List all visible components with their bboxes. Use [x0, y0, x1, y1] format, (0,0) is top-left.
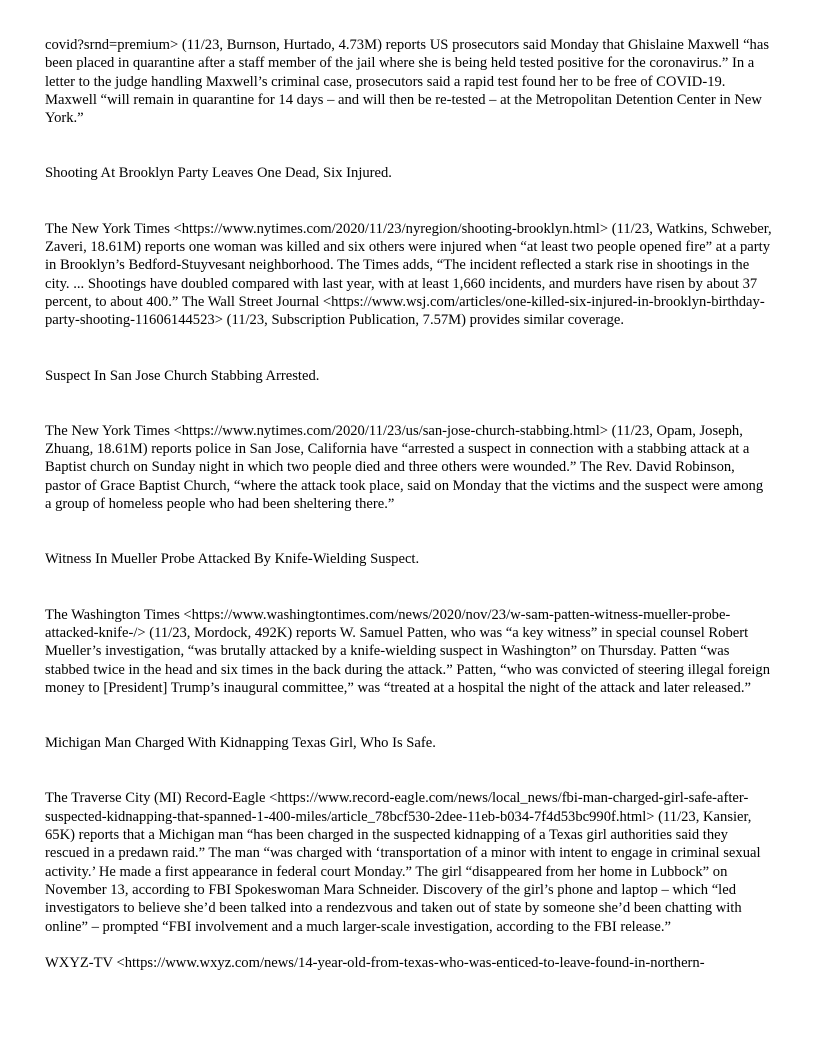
- document-page: [45, 36, 773, 972]
- article-body: The Traverse City (MI) Record-Eagle <https://www.record-eagle.com/news/local_news/fbi-man-charged-girl-safe-after-suspected-kidnapping-that-spanned-1-400-miles/article_78bcf530-2dee-11eb-b034-7f4d53bc990f.html> (11/23, Kansier, 65K) reports that a Michigan man “has been charged in the suspected kidnapping of a Texas girl authorities said they rescued in a predawn raid.” The man “was charged with ‘transportation of a minor with intent to engage in criminal sexual activity.’ He made a first appearance in federal court Monday.” The girl “disappeared from her home in Lubbock” on November 13, according to FBI Spokeswoman Mara Schneider. Discovery of the girl’s phone and laptop – which “led investigators to believe she’d been talked into a rendezvous and taken out of state by someone she’d been chatting with online” – prompted “FBI involvement and a much larger-scale investigation, according to the FBI release.”: [45, 790, 761, 935]
- article-body: The New York Times <https://www.nytimes.com/2020/11/23/nyregion/shooting-brooklyn.html> (11/23, Watkins, Schweber, Zaveri, 18.61M) reports one woman was killed and six others were injured when “at least two people opened fire” at a party in Brooklyn’s Bedford-Stuyvesant neighborhood. The Times adds, “The incident reflected a stark rise in shootings in the city. ... Shootings have doubled compared with last year, with at least 1,660 incidents, and murders have risen by about 37 percent, to about 400.” The Wall Street Journal <https://www.wsj.com/articles/one-killed-six-injured-in-brooklyn-birthday-party-shooting-11606144523> (11/23, Subscription Publication, 7.57M) provides similar coverage.: [45, 220, 772, 329]
- article-headline: Shooting At Brooklyn Party Leaves One Dead, Six Injured.: [45, 165, 392, 182]
- article-body: covid?srnd=premium> (11/23, Burnson, Hurtado, 4.73M) reports US prosecutors said Monday that Ghislaine Maxwell “has been placed in quarantine after a staff member of the jail where she is being held tested positive for the coronavirus.” In a letter to the judge handling Maxwell’s criminal case, prosecutors said a rapid test found her to be free of COVID-19. Maxwell “will remain in quarantine for 14 days – and will then be re-tested – at the Metropolitan Detention Center in New York.”: [45, 37, 770, 127]
- article-followup: WXYZ-TV <https://www.wxyz.com/news/14-year-old-from-texas-who-was-enticed-to-leave-found-in-northern-: [45, 954, 705, 971]
- article-headline: Suspect In San Jose Church Stabbing Arrested.: [45, 367, 320, 384]
- article-body: The Washington Times <https://www.washingtontimes.com/news/2020/nov/23/w-sam-patten-witness-mueller-probe-attacked-knife-/> (11/23, Mordock, 492K) reports W. Samuel Patten, who was “a key witness” in special counsel Robert Mueller’s investigation, “was brutally attacked by a knife-wielding suspect in Washington” on Thursday. Patten “was stabbed twice in the head and six times in the back during the attack.” Patten, “who was convicted of steering illegal foreign money to [President] Trump’s inaugural committee,” was “treated at a hospital the night of the attack and later released.”: [45, 606, 770, 696]
- article-headline: Witness In Mueller Probe Attacked By Knife-Wielding Suspect.: [45, 551, 420, 568]
- article-headline: Michigan Man Charged With Kidnapping Texas Girl, Who Is Safe.: [45, 735, 436, 752]
- article-body: The New York Times <https://www.nytimes.com/2020/11/23/us/san-jose-church-stabbing.html> (11/23, Opam, Joseph, Zhuang, 18.61M) reports police in San Jose, California have “arrested a suspect in connection with a stabbing attack at a Baptist church on Sunday night in which two people died and three others were wounded.” The Rev. David Robinson, pastor of Grace Baptist Church, “where the attack took place, said on Monday that the victims and the suspect were among a group of homeless people who had been sheltering there.”: [45, 422, 764, 513]
